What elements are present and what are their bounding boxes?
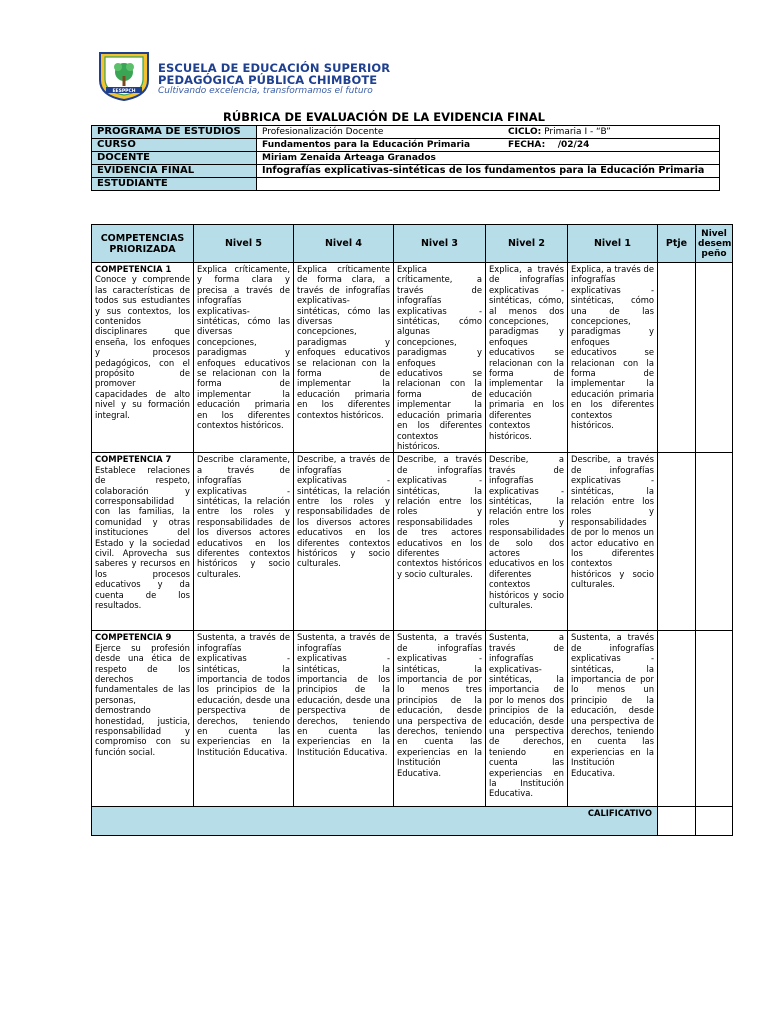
nivel4-cell: Describe, a través de infografías explicativas - sintéticas, la relación entre los roles y responsabilidades de los diversos actores educativos en los diferentes contextos históricos y socio culturales. xyxy=(294,453,394,631)
ptje-cell[interactable] xyxy=(658,631,696,807)
header-nivel5: Nivel 5 xyxy=(194,225,294,263)
school-name-line2: PEDAGÓGICA PÚBLICA CHIMBOTE xyxy=(158,73,378,87)
nivel-desempeno-cell[interactable] xyxy=(696,453,733,631)
nivel1-cell: Describe, a través de infografías explicativas - sintéticas, la relación entre los roles y responsabilidades de por lo menos un actor educativo en los diferentes contextos históricos y socio culturales. xyxy=(568,453,658,631)
calificativo-label-cell xyxy=(92,807,658,836)
competencia-desc: Ejerce su profesión desde una ética de respeto de los derechos fundamentales de las personas, demostrando honestidad, justicia, responsabilidad y compromiso con su función social. xyxy=(95,642,190,757)
nivel3-cell: Describe, a través de infografías explicativas - sintéticas, la relación entre los roles y responsabilidades de tres actores educativos en los diferentes contextos históricos y socio culturales. xyxy=(394,453,486,631)
rubric-row-competencia-1 xyxy=(92,263,733,453)
header-nivel2: Nivel 2 xyxy=(486,225,568,263)
fecha-group xyxy=(508,139,589,151)
docente-value[interactable]: Miriam Zenaida Arteaga Granados xyxy=(257,152,720,165)
nivel2-cell: Explica, a través de infografías explicativas - sintéticas, cómo, al menos dos concepciones, paradigmas y enfoques educativos se relacionan con la forma de implementar la educación primaria en los diferentes contextos históricos. xyxy=(486,263,568,453)
info-row-estudiante xyxy=(92,178,720,191)
header-nivel-desempeno: Nivel desem peño xyxy=(696,225,733,263)
nivel2-cell: Sustenta, a través de infografías explicativas- sintéticas, la importancia de por lo menos dos principios de la educación, desde una perspectiva de derechos, teniendo en cuenta las experiencias en la Institución Educativa. xyxy=(486,631,568,807)
ptje-cell[interactable] xyxy=(658,453,696,631)
ptje-cell[interactable] xyxy=(658,263,696,453)
school-logo-icon xyxy=(94,50,154,102)
info-table xyxy=(91,125,720,191)
nivel5-cell: Sustenta, a través de infografías explicativas - sintéticas, la importancia de todos los principios de la educación, desde una perspectiva de derechos, teniendo en cuenta las experiencias en la Institución Educativa. xyxy=(194,631,294,807)
ciclo-label: CICLO: xyxy=(508,127,542,137)
fecha-label: FECHA: xyxy=(508,140,546,150)
info-row-curso xyxy=(92,139,720,152)
estudiante-label: ESTUDIANTE xyxy=(92,178,257,191)
competencia-cell xyxy=(92,453,194,631)
rubric-row-competencia-9 xyxy=(92,631,733,807)
competencia-cell xyxy=(92,263,194,453)
ciclo-value: Primaria I - “B” xyxy=(544,127,611,137)
competencia-title: COMPETENCIA 7 xyxy=(95,454,172,465)
competencia-cell xyxy=(92,631,194,807)
evidencia-value[interactable]: Infografías explicativas-sintéticas de los fundamentos para la Educación Primaria xyxy=(257,165,720,178)
school-name-line1: ESCUELA DE EDUCACIÓN SUPERIOR xyxy=(158,61,391,75)
programa-value-cell[interactable] xyxy=(257,126,720,139)
curso-value: Fundamentos para la Educación Primaria xyxy=(262,140,471,150)
nivel-desempeno-cell[interactable] xyxy=(696,263,733,453)
nivel4-cell: Explica críticamente de forma clara, a través de infografías explicativas-sintéticas, cómo las diversas concepciones, paradigmas y enfoques educativos se relacionan con la forma de implementar la educación primaria en los diferentes contextos históricos. xyxy=(294,263,394,453)
header-competencias: COMPETENCIAS PRIORIZADA xyxy=(92,225,194,263)
rubric-header-row xyxy=(92,225,733,263)
calificativo-nivel-cell[interactable] xyxy=(696,807,733,836)
nivel1-cell: Explica, a través de infografías explicativas - sintéticas, cómo una de las concepciones, paradigmas y enfoques educativos se relacionan con la forma de implementar la educación primaria en los diferentes contextos históricos. xyxy=(568,263,658,453)
calificativo-ptje-cell[interactable] xyxy=(658,807,696,836)
document-title: RÚBRICA DE EVALUACIÓN DE LA EVIDENCIA FINAL xyxy=(223,110,545,124)
curso-label: CURSO xyxy=(92,139,257,152)
info-row-programa xyxy=(92,126,720,139)
competencia-desc: Establece relaciones de respeto, colaboración y corresponsabilidad con las familias, la comunidad y otras instituciones del Estado y la sociedad civil. Aprovecha sus saberes y recursos en los procesos educativos y da cuenta de los resultados. xyxy=(95,464,190,610)
header-nivel1: Nivel 1 xyxy=(568,225,658,263)
header-nivel4: Nivel 4 xyxy=(294,225,394,263)
ciclo-group xyxy=(508,126,611,138)
curso-value-cell[interactable] xyxy=(257,139,720,152)
fecha-value: /02/24 xyxy=(557,140,590,150)
evidencia-label: EVIDENCIA FINAL xyxy=(92,165,257,178)
info-row-docente xyxy=(92,152,720,165)
calificativo-label: CALIFICATIVO xyxy=(587,808,652,819)
rubric-footer-row xyxy=(92,807,733,836)
nivel4-cell: Sustenta, a través de infografías explicativas - sintéticas, la importancia de los principios de la educación, desde una perspectiva de derechos, teniendo en cuenta las experiencias en la Institución Educativa. xyxy=(294,631,394,807)
nivel3-cell: Sustenta, a través de infografías explicativas - sintéticas, la importancia de por lo menos tres principios de la educación, desde una perspectiva de derechos, teniendo en cuenta las experiencias en la Institución Educativa. xyxy=(394,631,486,807)
programa-value: Profesionalización Docente xyxy=(262,127,384,137)
competencia-desc: Conoce y comprende las características de todos sus estudiantes y sus contextos, los contenidos disciplinares que enseña, los enfoques y procesos pedagógicos, con el propósito de promover capacidades de alto nivel y su formación integral. xyxy=(95,274,190,420)
info-row-evidencia xyxy=(92,165,720,178)
header-ptje: Ptje xyxy=(658,225,696,263)
nivel3-cell: Explica críticamente, a través de infografías explicativas - sintéticas, cómo algunas concepciones, paradigmas y enfoques educativos se relacionan con la forma de implementar la educación primaria en los diferentes contextos históricos. xyxy=(394,263,486,453)
nivel1-cell: Sustenta, a través de infografías explicativas - sintéticas, la importancia de por lo menos un principio de la educación, desde una perspectiva de derechos, teniendo en cuenta las experiencias en la Institución Educativa. xyxy=(568,631,658,807)
estudiante-value[interactable] xyxy=(257,178,720,191)
docente-label: DOCENTE xyxy=(92,152,257,165)
header-nivel3: Nivel 3 xyxy=(394,225,486,263)
programa-label: PROGRAMA DE ESTUDIOS xyxy=(92,126,257,139)
school-motto: Cultivando excelencia, transformamos el futuro xyxy=(158,86,373,96)
nivel2-cell: Describe, a través de infografías explicativas - sintéticas, la relación entre los roles y responsabilidades de solo dos actores educativos en los diferentes contextos históricos y socio culturales. xyxy=(486,453,568,631)
nivel-desempeno-cell[interactable] xyxy=(696,631,733,807)
competencia-title: COMPETENCIA 9 xyxy=(95,632,172,643)
svg-text:EESPPCH: EESPPCH xyxy=(112,89,136,94)
rubric-row-competencia-7 xyxy=(92,453,733,631)
rubric-table xyxy=(91,224,733,836)
nivel5-cell: Describe claramente, a través de infografías explicativas - sintéticas, la relación entre los roles y responsabilidades de los diversos actores educativos en los diferentes contextos históricos y socio culturales. xyxy=(194,453,294,631)
school-name xyxy=(158,62,558,96)
competencia-title: COMPETENCIA 1 xyxy=(95,264,172,274)
nivel5-cell: Explica críticamente, y forma clara y precisa a través de infografías explicativas-sintéticas, cómo las diversas concepciones, paradigmas y enfoques educativos se relacionan con la forma de implementar la educación primaria en los diferentes contextos históricos. xyxy=(194,263,294,453)
